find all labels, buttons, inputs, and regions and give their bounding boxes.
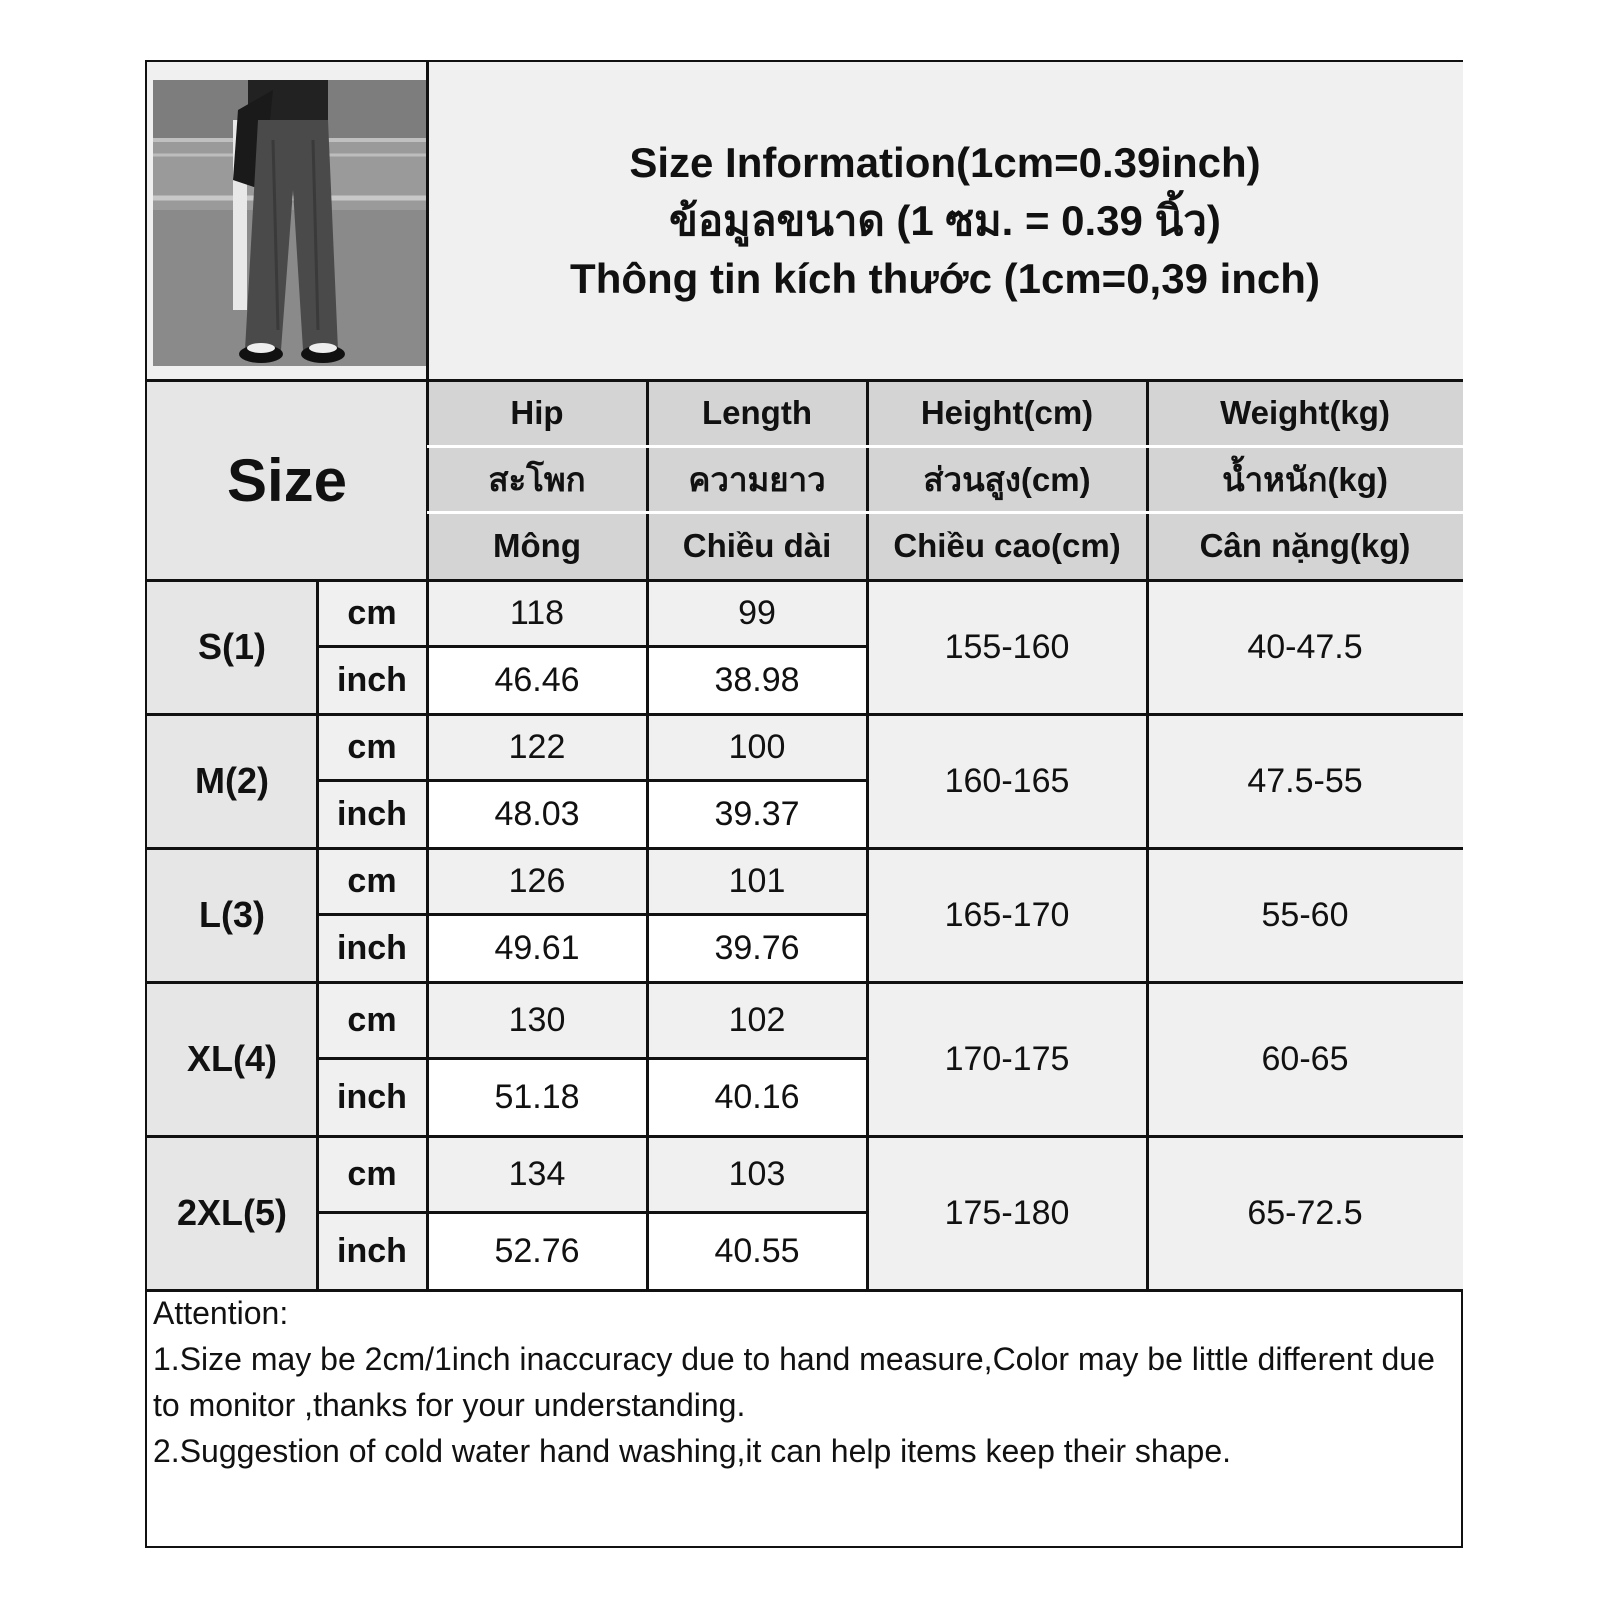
title-line-en: Size Information(1cm=0.39inch) (629, 139, 1261, 186)
length-inch: 40.16 (647, 1058, 867, 1136)
attention-heading: Attention: (153, 1295, 289, 1331)
col-header-height-vi: Chiều cao(cm) (867, 512, 1147, 580)
grid-line (427, 511, 1463, 514)
weight-range: 47.5-55 (1147, 714, 1463, 848)
grid-line (147, 981, 1463, 984)
col-header-weight-en: Weight(kg) (1147, 380, 1463, 446)
size-cell: 2XL(5) (147, 1136, 317, 1290)
product-photo (153, 80, 432, 366)
size-cell: L(3) (147, 848, 317, 982)
hip-cm: 122 (427, 714, 647, 780)
size-chart (145, 60, 1463, 1548)
unit-cm: cm (317, 580, 427, 646)
length-inch: 39.76 (647, 914, 867, 982)
col-header-length-th: ความยาว (647, 446, 867, 512)
grid-line (147, 1135, 1463, 1138)
hip-cm: 118 (427, 580, 647, 646)
col-header-length-vi: Chiều dài (647, 512, 867, 580)
weight-range: 55-60 (1147, 848, 1463, 982)
height-range: 155-160 (867, 580, 1147, 714)
length-cm: 101 (647, 848, 867, 914)
grid-line (646, 380, 649, 1290)
col-header-hip-th: สะโพก (427, 446, 647, 512)
hip-inch: 46.46 (427, 646, 647, 714)
length-cm: 99 (647, 580, 867, 646)
unit-cm: cm (317, 714, 427, 780)
grid-line (866, 380, 869, 1290)
length-cm: 102 (647, 982, 867, 1058)
hip-cm: 126 (427, 848, 647, 914)
unit-cm: cm (317, 982, 427, 1058)
hip-inch: 52.76 (427, 1212, 647, 1290)
size-header (147, 380, 427, 580)
col-header-hip-en: Hip (427, 380, 647, 446)
title-line-vi: Thông tin kích thước (1cm=0,39 inch) (570, 255, 1320, 302)
grid-line (147, 579, 1463, 582)
unit-inch: inch (317, 780, 427, 848)
height-range: 160-165 (867, 714, 1147, 848)
col-header-height-en: Height(cm) (867, 380, 1147, 446)
grid-line (427, 445, 1463, 448)
grid-line (317, 779, 867, 782)
unit-inch: inch (317, 1058, 427, 1136)
grid-line (317, 1057, 867, 1060)
title-line-th: ข้อมูลขนาด (1 ซม. = 0.39 นิ้ว) (669, 197, 1221, 244)
col-header-weight-th: น้ำหนัก(kg) (1147, 446, 1463, 512)
hip-inch: 48.03 (427, 780, 647, 848)
hip-cm: 130 (427, 982, 647, 1058)
length-cm: 100 (647, 714, 867, 780)
hip-inch: 49.61 (427, 914, 647, 982)
grid-line (317, 1211, 867, 1214)
col-header-hip-vi: Mông (427, 512, 647, 580)
hip-inch: 51.18 (427, 1058, 647, 1136)
size-cell: M(2) (147, 714, 317, 848)
grid-line (147, 713, 1463, 716)
col-header-length-en: Length (647, 380, 867, 446)
weight-range: 40-47.5 (1147, 580, 1463, 714)
grid-line (316, 580, 319, 1290)
length-cm: 103 (647, 1136, 867, 1212)
grid-line (1146, 380, 1149, 1290)
size-cell: XL(4) (147, 982, 317, 1136)
hip-cm: 134 (427, 1136, 647, 1212)
unit-inch: inch (317, 914, 427, 982)
title-box (427, 62, 1463, 380)
col-header-weight-vi: Cân nặng(kg) (1147, 512, 1463, 580)
grid-line (147, 847, 1463, 850)
grid-line (317, 645, 867, 648)
size-cell: S(1) (147, 580, 317, 714)
height-range: 165-170 (867, 848, 1147, 982)
grid-line (426, 62, 429, 1290)
weight-range: 60-65 (1147, 982, 1463, 1136)
weight-range: 65-72.5 (1147, 1136, 1463, 1290)
length-inch: 39.37 (647, 780, 867, 848)
unit-inch: inch (317, 646, 427, 714)
unit-inch: inch (317, 1212, 427, 1290)
size-header-label: Size (226, 446, 348, 514)
col-header-height-th: ส่วนสูง(cm) (867, 446, 1147, 512)
length-inch: 38.98 (647, 646, 867, 714)
length-inch: 40.55 (647, 1212, 867, 1290)
attention-line-2: 2.Suggestion of cold water hand washing,it can help items keep their shape. (153, 1433, 1231, 1469)
grid-line (147, 379, 1463, 382)
attention-notes (153, 1290, 1443, 1474)
height-range: 170-175 (867, 982, 1147, 1136)
grid-line (317, 913, 867, 916)
unit-cm: cm (317, 848, 427, 914)
height-range: 175-180 (867, 1136, 1147, 1290)
unit-cm: cm (317, 1136, 427, 1212)
attention-line-1: 1.Size may be 2cm/1inch inaccuracy due to hand measure,Color may be little different due to monitor ,thanks for your understanding. (153, 1341, 1435, 1423)
